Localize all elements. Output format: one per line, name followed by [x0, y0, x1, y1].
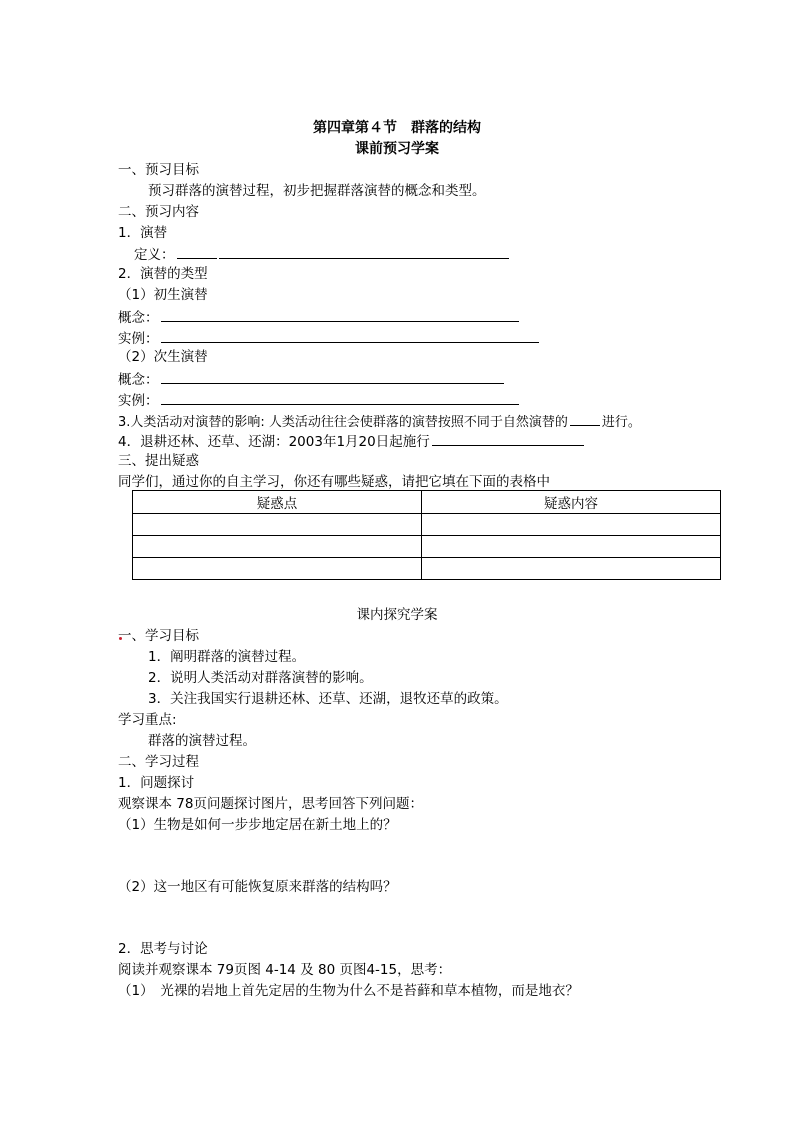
section-heading: 一、学习目标: [118, 628, 199, 644]
example-line: [118, 328, 539, 348]
section-heading: 二、学习过程: [118, 754, 199, 770]
item-text: 3.人类活动对演替的影响: 人类活动往往会使群落的演替按照不同于自然演替的: [118, 415, 568, 430]
table-cell[interactable]: [133, 558, 422, 580]
table-cell[interactable]: [133, 536, 422, 558]
column-header: 疑惑点: [133, 491, 422, 514]
question: （2）这一地区有可能恢复原来群落的结构吗？: [118, 879, 397, 895]
sub-heading: （1）初生演替: [118, 287, 208, 303]
item-heading: 1．问题探讨: [118, 775, 195, 791]
table-row: [133, 514, 721, 536]
column-header: 疑惑内容: [422, 491, 721, 514]
question-table: [132, 490, 721, 580]
field-label: 概念：: [118, 310, 159, 326]
table-row: [133, 536, 721, 558]
preview-goal: 预习群落的演替过程，初步把握群落演替的概念和类型。: [148, 183, 486, 199]
table-cell[interactable]: [422, 536, 721, 558]
fill-blank[interactable]: [570, 411, 600, 426]
fill-blank[interactable]: [161, 390, 519, 405]
policy-line: [118, 431, 584, 451]
question: （1） 光裸的岩地上首先定居的生物为什么不是苔藓和草本植物，而是地衣？: [118, 983, 579, 999]
human-impact-line: [118, 411, 641, 432]
table-header-row: [133, 491, 721, 514]
table-cell[interactable]: [133, 514, 422, 536]
fill-blank[interactable]: [161, 307, 519, 322]
page-title: 第四章第４节 群落的结构: [313, 120, 481, 136]
goal-item: 3．关注我国实行退耕还林、还草、还湖，退牧还草的政策。: [148, 691, 508, 707]
example-line: [118, 390, 519, 410]
table-cell[interactable]: [422, 558, 721, 580]
concept-line: [118, 369, 504, 389]
section-heading: 二、预习内容: [118, 204, 199, 220]
fill-blank[interactable]: [161, 328, 539, 343]
fill-blank[interactable]: [177, 244, 217, 259]
definition-line: [134, 244, 509, 264]
fill-blank[interactable]: [219, 244, 509, 259]
table-row: [133, 558, 721, 580]
page-subtitle: 课前预习学案: [355, 141, 439, 157]
instruction: 阅读并观察课本 79页图 4-14 及 80 页图4-15，思考：: [118, 962, 452, 978]
item-heading: 2．演替的类型: [118, 266, 208, 282]
section-title: 课内探究学案: [356, 607, 438, 623]
goal-item: 1．阐明群落的演替过程。: [148, 649, 306, 665]
item-text: 4．退耕还林、还草、还湖：2003年1月20日起施行: [118, 434, 430, 450]
goal-item: 2．说明人类活动对群落演替的影响。: [148, 670, 373, 686]
focus-label: 学习重点:: [118, 712, 177, 728]
field-label: 定义：: [134, 247, 175, 263]
concept-line: [118, 307, 519, 327]
field-label: 实例：: [118, 331, 159, 347]
table-cell[interactable]: [422, 514, 721, 536]
fill-blank[interactable]: [161, 369, 504, 384]
item-heading: 2．思考与讨论: [118, 941, 208, 957]
section-heading: 三、提出疑惑: [118, 453, 199, 469]
fill-blank[interactable]: [432, 431, 584, 446]
sub-heading: （2）次生演替: [118, 349, 208, 365]
section-heading: 一、预习目标: [118, 162, 199, 178]
item-text-end: 进行。: [601, 415, 641, 430]
focus-text: 群落的演替过程。: [148, 733, 256, 749]
question-prompt: 同学们，通过你的自主学习，你还有哪些疑惑，请把它填在下面的表格中: [118, 474, 550, 490]
item-heading: 1．演替: [118, 225, 168, 241]
field-label: 实例：: [118, 393, 159, 409]
instruction: 观察课本 78页问题探讨图片，思考回答下列问题：: [118, 796, 423, 812]
field-label: 概念：: [118, 372, 159, 388]
question: （1）生物是如何一步步地定居在新土地上的？: [118, 817, 397, 833]
